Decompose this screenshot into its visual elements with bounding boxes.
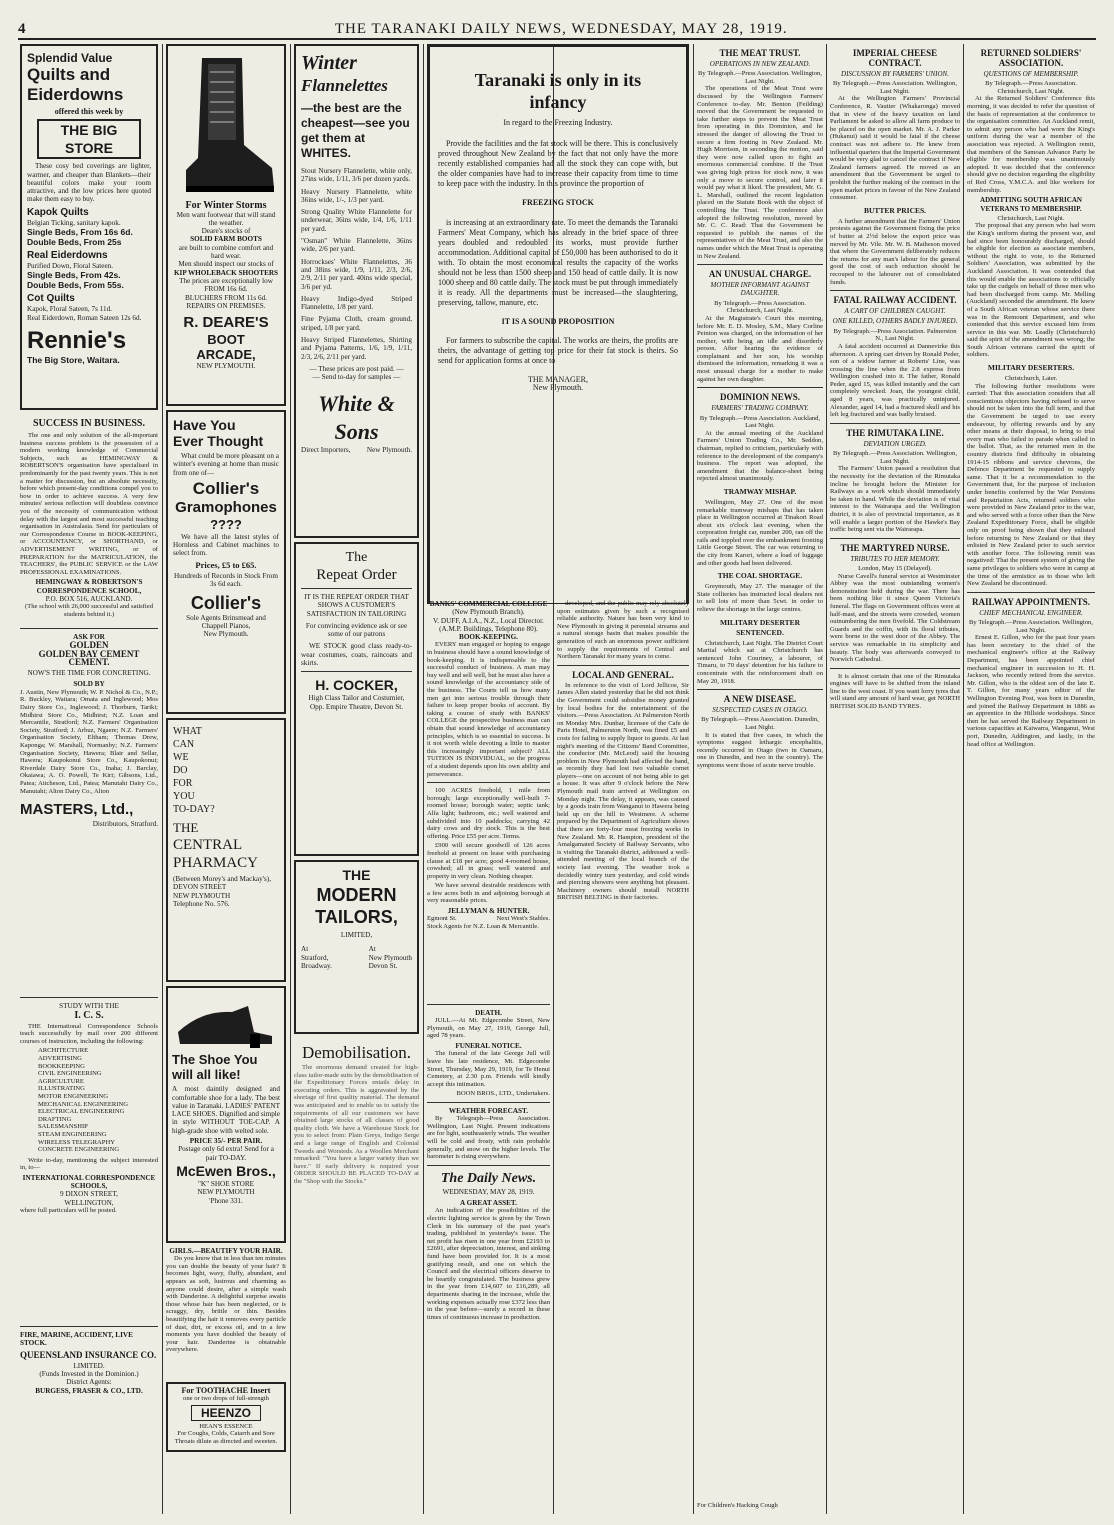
ad-heading: Repeat Order [316,567,397,583]
section-heading: THE MARTYRED NURSE. [840,542,950,553]
dateline: By Telegraph.—Press Association. Wellington, Last Night. [832,450,958,465]
course-item: WIRELESS TELEGRAPHY [38,1138,115,1146]
ad-subheading: BOOK-KEEPING. [459,633,518,642]
toothache-ad [166,1382,286,1452]
ad-text: The Big Store, Waitara. [27,354,120,365]
product-item: Heavy Nursery Flannelette, white 36ins wide, 1/-, 1/3 per yard. [301,187,412,204]
page-number: 4 [18,21,27,37]
section-heading: FATAL RAILWAY ACCIDENT. [833,295,957,306]
hair-ad [166,1247,286,1382]
newspaper-nameplate: The Daily News. [440,1170,537,1186]
section-heading: DEATH. [475,1009,502,1017]
product-item: Strong Quality White Flannelette for underwear, 36ins wide, 1/4, 1/6, 1/11 per yard. [301,208,412,233]
ad-text: For convincing evidence ask or see some of our patrons [305,621,408,639]
article-body: The operations of the Meat Trust were discussed by the Wellington Farmers' Conference to-day. Mr. Benton (Feilding) moved that the Government be requested to take further steps to prevent the Meat Trust from operating in this Dominion, and he stressed the danger of allowing the Trust to secure a firm footing in New Zealand. Mr. Hugh Morrison, in seconding the motion, said they were now called upon to fight an enormous commercial combine. If the Trust was giving high prices for stock now, it was only a move to secure control, and later it would pay what it liked. The president, Mr. G. L. Marshall, outlined the recent legislation placed on the Statute Book with the object of controlling the Trust. The conference also adopted the following resolution, moved by Mr. C. C. Read: That the Government be requested to publish the names of the representatives of the Meat Trust, and also the names under which the Meat Trust is operating in New Zealand. [697,85,823,260]
ad-heading: CAN [173,739,195,750]
editorial-body: An indication of the possibilities of the electric lighting service is given by the Town Clerk in his summary of the past year's trading, published in yesterday's issue. The net profit has risen in one year from £2193 to £2691, after depreciation, interest, and sinking fund have been provided for. It is a most gratifying result, and one on which the Council and the electrical officers deserve to be heartily congratulated. The business grew in the year from £14,607 to £16,289, all departments sharing in the increase, while the working expenses actually rose £372 less than in the year before—surely a record in these times of continuous increase in production. [427,1207,550,1321]
ad-text: For Children's Hacking Cough [697,1502,778,1510]
course-item: SALESMANSHIP [38,1123,88,1131]
section-heading: TRAMWAY MISHAP. [723,486,797,496]
course-item: CONCRETE ENGINEERING [38,1146,120,1154]
sub-heading: QUESTIONS OF MEMBERSHIP. [983,70,1079,78]
collier-ad [166,410,286,714]
firm-address: NEW PLYMOUTH [197,1188,255,1197]
sub-heading: TRIBUTES TO HER MEMORY. [850,554,940,563]
funeral-notice: The funeral of the late George Jull will leave his late residence, Mt. Edgecombe Street, Thursday, May 29, 1919, for Te Henui Cemetery, at 2.30 p.m. Friends will kindly accept this intimation. [427,1050,550,1088]
firm-name: INTERNATIONAL CORRESPONDENCE SCHOOLS, [22,1173,156,1191]
ad-heading: GOLDEN [69,640,109,651]
firm-name: CENTRAL [173,837,243,853]
land-listing: We have several desirable residences with a few acres both in and adjoining borough at very reasonable prices. [427,882,550,905]
ad-heading: MODERN [316,885,397,905]
product-price: Single Beds, From 16s 6d. [27,227,133,238]
firm-name: HEMINGWAY & ROBERTSON'S CORRESPONDENCE SCHOOL, [35,578,143,595]
firm-address: NEW PLYMOUTH. [196,362,256,371]
ad-heading: GOLDEN BAY CEMENT [38,648,140,659]
undertaker: BOON BROS., LTD., Undertakers. [456,1090,550,1098]
ad-heading: Eiderdowns [27,85,124,104]
ad-body: These cosy bed coverings are lighter, warmer, and cheaper than Blankets—their beautiful colors make your room attractive, and the low prices here quoted make them easy to buy. [27,162,151,204]
sub-heading: DEVIATION URGED. [863,439,927,448]
firm-address: Stratford, [301,953,329,962]
agents-list: J. Austin, New Plymouth; W. P. Nichol & Co., N.P.; R. Buckley, Waitara; Omata and Inglewood; Mos Dairy Store Co., Inglewood; J. Thorburn, Tariki; Midhirst Store Co., Midhirst; N.Z. Loan and Mercantile, Stratford; N.Z. Farmers' Organisation Society, Stratford; J. Arbuz, Ngaere; N.Z. Farmers' Organisation Society, Eltham; Thomas Drew, Kaponga; W. Marshall, Normanby; N.Z. Farmers' Organisation Society, Hawera; Blair and Sellar, Hawera; Kaupokonui Store Co., Kaupokonui; Riverdale Dairy Store Co., Inaha; J. Barclay, Okaiawa; A. O. Powell, Te Kiri; Gibsons, Ltd., Patea; Aitcheson, Ltd., Patea; Manutahi Dairy Co., Manutahi; Alton Dairy Co., Alton [20,688,158,795]
column-rule [290,44,291,1514]
firm-address: Next West's Stables. [496,915,550,923]
ad-heading: TAILORS, [315,907,398,927]
firm-phone: 'Phone 331. [209,1196,243,1205]
taranaki-meat-ad [427,44,689,604]
ad-text: NOW'S THE TIME FOR CONCRETING. [27,669,151,678]
rennie-logo: Rennie's [27,326,127,354]
ad-heading: FOR [173,778,193,789]
editorial-continued: developed, and the public may rely absolutely upon estimates given by such a recognised reliable authority. Nature has been very kind to New Plymouth in giving it perennial streams and a natural storage basin that makes possible the generation of such an enormous power sufficient to supply the requirements of Central and Northern Taranaki for many years to come. [557,600,689,661]
sub-heading: A CART OF CHILDREN CAUGHT. [844,307,946,316]
ad-text: Write to-day, mentioning the subject interested in, to— [20,1156,158,1172]
ad-text: (A.M.P. Buildings, Telephone 80). [439,624,538,633]
column-2 [166,44,286,1514]
ad-text: Distributors, Stratford. [92,820,158,829]
ad-heading: Ever Thought [173,433,264,449]
product-desc: Real Eiderdown, Roman Sateen 12s 6d. [27,313,142,322]
ad-heading: DO [173,765,188,776]
ad-text: where full particulars will be posted. [20,1207,117,1215]
taranaki-advert-column [427,44,689,604]
column-4b [557,600,689,1514]
column-7 [967,44,1095,1514]
course-list [38,1047,158,1153]
ad-text: District Agents: [66,1378,112,1387]
ad-heading: The [345,550,368,565]
ad-heading: Winter [301,52,357,74]
big-store-logo: THE BIG STORE [37,119,141,159]
dateline: By Telegraph.—Press Association. Wellington, Last Night. [832,80,958,95]
firm-name: ARCADE, [196,347,256,363]
ad-heading: SUCCESS IN BUSINESS. [33,418,145,429]
sub-heading: CHIEF MECHANICAL ENGINEER. [979,608,1083,617]
section-heading: THE COAL SHORTAGE. [717,571,803,581]
whites-ad [294,44,419,538]
firm-address: Broadway. [301,961,332,970]
ad-text: ASK FOR [73,633,105,641]
dateline: By Telegraph.—Press Association. Palmerston N., Last Night. [833,327,957,343]
firm-name: H. COCKER, [315,677,398,694]
ad-heading: will all like! [172,1067,241,1083]
firm-name: JELLYMAN & HUNTER. [447,907,530,916]
article-body: A further amendment that the Farmers' Union protests against the Government fixing the price of butter at 2½d below the export price was moved by Mr. Vile. Mr. W. B. Matheson moved that where the Government deliberately reduces the returns for any man's labour for the general good the cost of such reduction should be recouped to the labourer out of consolidated funds. [830,217,960,286]
section-heading: MILITARY DESERTERS. [987,363,1075,373]
land-listing: £900 will secure goodwill of 126 acres freehold at present on lease with purchasing clause at £18 per acre; good 4-roomed house, cowshed; all in grass; well watered and property in very clean. Nothing cheaper. [427,842,550,880]
section-heading: DOMINION NEWS. [719,392,800,403]
ad-text: The prices are exceptionally low FROM 16s 6d. [179,276,273,294]
land-listing: 100 ACRES freehold, 1 mile from borough; large exceptionally well-built 7-roomed house; borough water; septic tank; Alfa light; bathroom, etc.; well watered and subdivided into 10 paddocks; carrying 42 dairy cows and dry stock. This is the best offering. Price £55 per acre. Terms. [427,787,550,840]
signature: New Plymouth. [532,383,584,393]
firm-phone: Telephone No. 576. [173,899,230,908]
column-rule [423,44,424,1514]
sub-heading: DISCUSSION BY FARMERS' UNION. [841,70,949,78]
section-heading: LOCAL AND GENERAL. [572,669,674,680]
ad-heading: infancy [529,92,587,112]
ad-text: SOLD BY [73,680,105,689]
ad-heading: For Winter Storms [185,200,267,212]
firm-address: New Plymouth. [203,630,249,639]
ad-body: IT IS THE REPEAT ORDER THAT SHOWS A CUSTOMER'S SATISFACTION IN TAILORING [304,593,409,618]
section-heading: THE RIMUTAKA LINE. [846,427,944,438]
article-body: The Farmers' Union passed a resolution that the necessity for the deviation of the Rimutaka incline be brought before the Minister for Railways as a work which should immediately be taken in hand. While the deviation is of vital interest to the Wairarapa and the Wellington district, it is also of provincial importance, as it will enable a larger portion of the Hawke's Bay traffic being sent via the Wairarapa. [830,465,960,534]
article-body: Christchurch, Last Night. The District Court Martial which sat at Christchurch has sentenced John Courtney, a labourer, of Timaru, to 70 days' detention for his failure to concentrate with the reinforcement draft on May 20, 1918. [697,639,823,685]
product-list [301,167,412,361]
ad-text: FIRE, MARINE, ACCIDENT, LIVE STOCK. [20,1331,133,1348]
product-item: Heavy Striped Flannelettes, Shirting and Pyjama Patterns, 1/6, 1/9, 1/11, 2/3, 2/6, 2/11 per yard. [301,336,412,361]
course-item: MOTOR ENGINEERING [38,1092,109,1100]
firm-name: PHARMACY [173,855,259,871]
ad-body: Do you know that in less than ten minutes you can double the beauty of your hair? It becomes light, wavy, fluffy, abundant, and appears as soft, lustrous and charming as anyone could desire, after a simple wash with Danderine. A delightful surprise awaits those whose hair has been neglected, or is scraggy, dry, brittle or thin. Besides beautifying the hair it removes every particle of dust, dirt, or excess oil, and in a few moments you have doubled the beauty of your hair. Danderine is obtainable everywhere. [166,1255,286,1354]
sub-heading: SUSPECTED CASES IN OTAGO. [712,706,808,715]
article-body: Ernest E. Gillon, who for the past four years has been secretary to the chief of the mechanical engineer's office at the Railway Department, has been appointed chief mechanical engineer in succession to H. H. Jackson, who recently retired from the service. Mr. Gillon, who is the oldest son of the late E. T. Gillon, for many years editor of the Wellington Evening Post, was born in Dunedin, and joined the Railway Department in 1886 as an apprentice in the Hillside workshops. Since then he has served the Railway Department in various capacities at Kaiwarra, Wanganui, West port, Dunedin, Addington, and lastly, in the head office at Wellington. [967,634,1095,748]
ad-heading: Splendid Value [27,51,113,65]
column-3 [294,44,419,1514]
product-item: "Osman" White Flannelette, 36ins wide, 2/6 per yard. [301,237,412,254]
ad-text: BURGESS, FRASER & CO., LTD. [35,1386,143,1395]
ad-text: SOLID FARM BOOTS [190,235,262,244]
ad-body: We have all the latest styles of Hornless and Cabinet machines to select from. [173,532,279,558]
section-heading: ASSOCIATION. [998,58,1064,68]
ad-body: The enormous demand created for high-class tailor-made suits by the demobilisation of the Expeditionary Forces entails delay in executing orders. This is aggravated by the shortage of first quality material. The demand was anticipated and to enable us to satisfy the requirements of all our customers we have obtained large stocks of all classes of good quality cloth. We have a Warehouse Stock for you to select from: Plain Greys, Indigo Serge and a large range of English and Colonial Tweeds and Worsteds. As a Woollen Merchant remarked: "You have a larger variety than we have." If early delivery is required your ORDER SHOULD BE PLACED TO-DAY at the "Shop with the Stocks." [294,1064,419,1185]
ad-heading: QUEENSLAND INSURANCE CO. [20,1349,157,1360]
ad-text: KIP WHOLEBACK SHOOTERS [173,268,279,277]
course-item: BOOKKEEPING [38,1062,85,1070]
ad-text: High Class Tailor and Costumier, [308,694,405,703]
dateline: By Telegraph.—Press Association. Christchurch, Last Night. [985,80,1077,95]
firm-address: Devon St. [368,961,398,970]
ad-text: (Funds Invested in the Dominion.) [39,1370,139,1379]
ad-text: Men want footwear that will stand the weather. [176,210,276,227]
ad-text: Postage only 6d extra! Send for a pair TO-DAY. [178,1145,274,1162]
course-item: ADVERTISING [38,1054,82,1062]
ad-heading: CEMENT. [68,656,110,667]
ad-body: What could be more pleasant on a winter's evening at home than music from one of— [173,452,279,477]
product-desc: Kapok, Floral Sateen, 7s 11d. [27,305,112,314]
ad-text: (Between Morey's and Mackay's), [173,875,271,883]
ad-heading: TO-DAY? [173,804,215,815]
course-item: CIVIL ENGINEERING [38,1070,102,1078]
course-item: ILLUSTRATING [38,1085,85,1093]
course-item: ELECTRICAL ENGINEERING [38,1108,125,1116]
ad-text: HEAN'S ESSENCE [199,1422,253,1430]
section-heading: AN UNUSUAL CHARGE. [708,269,812,280]
ad-text: (New Plymouth Branch). [452,608,525,617]
ad-text: REPAIRS ON PREMISES. [186,301,266,310]
big-store-ad [20,44,158,410]
ad-text: At [368,945,376,954]
ad-body: For farmers to subscribe the capital. The works are theirs, the profits are theirs, the advantage of getting top price for their fat stock is theirs. So send for application forms at once to [438,335,678,365]
ad-text: cheapest—see you [301,116,410,130]
article-body: It is almost certain that one of the Rimutaka engines will have to be shifted from the inland line to the west coast. If you want lorry tyres that will stand any amount of hard wear, get NORTH BRITISH SOLID BAND TYRES. [830,672,960,711]
course-item: DRAFTING [38,1115,72,1123]
firm-address: DEVON STREET [173,883,227,892]
firm-name: THE [173,820,199,835]
firm-name: BOOT [207,332,245,348]
boot-illustration [172,50,280,200]
article-body: At the annual meeting of the Auckland Farmers' Union Trading Co., Mr. Seddon, chairman, replied to criticism, particularly with reference to the development of the company's business. The report was adopted, the amendment that the balance-sheet being rejected almost unanimously. [697,429,823,483]
firm-address: P.O. BOX 516, AUCKLAND. [45,594,133,603]
ad-text: offered this week by [54,107,124,116]
ad-text: LIMITED. [73,1361,105,1370]
dateline: Christchurch, Later. [1004,375,1058,383]
masthead-title: THE TARANAKI DAILY NEWS, WEDNESDAY, MAY 28, 1919. [334,21,788,37]
column-rule [963,44,964,1514]
product-price: Double Beds, From 25s [27,237,122,248]
weather-forecast: By Telegraph—Press Association. Wellington, Last Night. Present indications are for light, southeasterly winds. The weather will be cold and frosty, with rain probable generally, and snow on the higher levels. The barometer is rising everywhere. [427,1115,550,1161]
mcewen-ad [166,986,286,1243]
masters-logo: MASTERS, Ltd., [20,801,134,819]
article-body: The proposal that any person who had worn the King's uniform during the present war, and had since been honourably discharged, should be eligible for election as associate members, without the right to vote, to the Returned Soldiers' Association, was submitted by the Auckland Association. It was contended that this would enable the associations to officially take up the cudgels on behalf of those men who had been discharged from camp. Mr. Melling (Auckland) seconded the amendment. He knew of a South African veteran whose service there was in the Remount Department, and who contended that this service excused him from service in this war. Mr. Leadly (Christchurch) said the spirit of the amendment was wrong; the South African veterans carried the spirit of soldiers. [967,222,1095,359]
ad-heading: WE [173,752,189,763]
demobilisation-ad [294,1038,419,1514]
sub-heading: MOTHER INFORMANT AGAINST DAUGHTER. [710,281,810,298]
ad-heading: Collier's [192,478,260,498]
column-1 [20,44,158,1514]
firm-address: "K" SHOE STORE [197,1179,255,1188]
article-body: It is stated that five cases, in which the symptoms suggest lethargic encephalitis, recently occurred in Otago (two in Oamaru, one in Dunedin, and two in the country). The symptoms were those of acute nerve trouble. [697,731,823,770]
ad-text: Sole Agents Brinsmead and Chappell Pianos, [186,613,266,630]
column-rule [693,44,694,1514]
signature: THE MANAGER, [528,374,588,384]
ics-ad [20,1002,158,1322]
ad-heading: Taranaki is only in its [474,70,642,90]
dateline: London, May 15 (Delayed). [858,564,932,572]
ad-heading: Demobilisation. [301,1043,412,1062]
ad-text: Stock Agents for N.Z. Loan & Mercantile. [427,922,539,930]
course-item: ARCHITECTURE [38,1047,89,1055]
product-item: Stout Nursery Flannelette, white only, 27ins wide, 1/11, 3/6 per dozen yards. [301,167,412,184]
ad-heading: Have You [173,417,236,433]
ad-text: Hundreds of Records in Stock From 3s 6d each. [173,572,278,589]
section-heading: IMPERIAL CHEESE CONTRACT. [852,48,938,68]
course-item: AGRICULTURE [38,1077,84,1085]
whites-logo: White & Sons [318,390,395,444]
ad-body: WE STOCK good class ready-to-wear costumes, coats, raincoats and skirts. [301,642,412,668]
course-item: MECHANICAL ENGINEERING [38,1100,129,1108]
ad-text: STUDY WITH THE [59,1002,119,1010]
cement-ad [20,633,158,993]
ad-text: In regard to the Freezing Industry. [503,118,613,127]
sub-heading: ONE KILLED, OTHERS BADLY INJURED. [832,317,958,326]
column-4a-lower [427,1000,550,1514]
column-6 [830,44,960,1514]
section-heading: WEATHER FORECAST. [448,1106,529,1115]
ad-subheading: IT IS A SOUND PROPOSITION [501,316,615,326]
success-ad [20,414,158,624]
article-body: In reference to the visit of Lord Jellicoe, Sir James Allen stated yesterday that he did not think the Government could subsidise money granted by local bodies for the entertainment of the visitors.—Press Association. At Palmerston North on Monday Mrs. Dunbar, licensee of the Cafe de Paris Hotel, Palmerston North, was fined £5 and costs for failing to supply liquor to guests. At last night's meeting of the Citizens' Band Committee, the conductor (Mr. McLeod) said the housing problem in New Plymouth had affected the band, as recently they had lost two valuable cornet players—one on account of not being able to get a house. It was after 9 o'clock before the New Plymouth mail train arrived at Wellington on Monday night. The delay, it appears, was caused by a goods train from Wanganui to Hawera being held up on the hill to Westmere. A scheme prepared by the Department of Agriculture shows that there are forty-four meat freezing works in New Zealand. Mr. R. Hampton, president of the Amalgamated Society of Railway Servants, who is visiting the Taranaki district, addressed a well-attended meeting of the local branch of the society last evening. The weather took a decidedly wintry turn yesterday, and cold winds and piercing showers were anything but pleasant. Machinery owners should install NORTH BRITISH BELTING in their factories. [557,681,689,902]
ad-heading: Gramophones [175,498,277,516]
section-heading: RAILWAY APPOINTMENTS. [971,596,1091,607]
ad-body: is increasing at an extraordinary rate. To meet the demands the Taranaki Farmers' Meat Company, which has already in the brief space of three years doubled and redoubled its works, must provide further accommodation. Additional capital of £50,000 has been authorised to do it with. To obtain the most economical results the capacity of the works should not be less than 1500 sheep and 150 head of cattle daily. It is now 1000 sheep and 80 cattle daily. The stock must be put through immediately it is ready. All the departments must be increased—the slaughtering, preserving, tallow, manure, etc. [438,217,678,307]
dateline: By Telegraph.—Press Association. Wellington, Last Night. [697,70,823,85]
ad-heading: GIRLS.—BEAUTIFY YOUR HAIR. [169,1247,283,1255]
product-item: Horrockses' White Flannelettes, 36 and 38ins wide, 1/9, 1/11, 2/3, 2/6, 2/9, 2/11 per yard. 40ins wide special, 3/6 per yd. [301,257,412,291]
firm-address: WELLINGTON, [64,1198,114,1207]
pharmacy-ad [166,718,286,982]
ad-text: Direct Importers, [301,445,351,454]
ad-heading: ???? [210,516,242,532]
firm-address: NEW PLYMOUTH [173,891,231,900]
sub-heading: ADMITTING SOUTH AFRICAN VETERANS TO MEMBERSHIP. [980,196,1082,213]
section-heading: MILITARY DESERTER SENTENCED. [719,617,801,637]
product-name: Kapok Quilts [27,206,89,218]
ad-text: get them at WHITES. [301,131,366,160]
product-name: Real Eiderdowns [27,250,108,262]
section-heading: RETURNED SOLDIERS' [980,48,1082,58]
section-heading: A NEW DISEASE. [723,694,797,705]
deare-ad [166,44,286,406]
article-body: At the Returned Soldiers' Conference this morning, it was decided to refer the question of the basis of representation at the conference to the organisation committee. An Auckland remit, to admit any person who had worn the King's uniform during the war a member of the association was rejected. A Wellington remit, that members of the Samoan Advance Party be eligible for membership was unanimously adopted. It was decided that the conference should give no decision regarding the eligibility of Red Cross, Y.M.C.A. and like workers for membership. [967,95,1095,194]
product-desc: Purified Down, Floral Sateen. [27,262,114,271]
product-name: Cot Quilts [27,293,75,305]
dateline: By Telegraph.—Press Association. Auckland, Last Night. [699,414,821,430]
modern-tailors-ad [294,860,419,1034]
ad-text: Men should inspect our stocks of [178,260,274,269]
article-body: The following further resolutions were carried: That this association considers that all conscientious objectors having refused to serve should not be taken into the full term, and that the Government be urged to use every endeavour, by offering rewards and by any other means at their disposal, to bring to trial every man who failed to parade when called in the ballot. That, as the returned men in the country districts find difficulty in obtaining 1914-15 ribbons and service chevrons, the Defence Department be requested to supply same. That it be a recommendation to the Government that, for the purpose of inclusion under benefits conferred by the War Pensions and Repatriation Acts, returned soldiers who were provided in New Zealand prior to the war, and who served with a force other than the New Zealand Expeditionary Force, shall be eligible only on proof being shown that they enlisted before returning to New Zealand or that they enlisted in New Zealand prior to such service with another force. The following remit was negatived: That the present system of giving the same privileges to soldiers who were in camp at the time of the armistice as to those who left New Zealand be discontinued. [967,382,1095,588]
ad-heading: YOU [173,791,195,802]
product-price: Double Beds, From 55s. [27,280,124,291]
masthead [18,14,1096,40]
insurance-ad [20,1331,158,1481]
firm-address: New Plymouth [368,953,412,962]
ad-text: —the best are the [301,101,402,115]
article-body: At the Wellington Farmers' Provincial Conference, R. Vautier (Whakaronga) moved that in view of the heavy taxation on land Parliament be asked to allow all farm produce to be placed on the open market. Mr. A. J. Parker (Hukanui) said it would be fatal if the cheese contract was not adhere to. He knew from influential quarters that the Imperial Government would be very glad to cancel the contract if New Zealand farmers agreed. He moved as an amendment that the Government be urged to prohibit the further making of the contract in the open market prices in favour of the New Zealand consumer. [830,95,960,202]
shoe-illustration [172,992,280,1050]
firm-address: Egmont St. [427,915,457,923]
ad-heading: I. C. S. [74,1010,104,1022]
sub-heading: OPERATIONS IN NEW ZEALAND. [709,60,811,68]
article-body: Greymouth, May 27. The manager of the State collieries has instructed local dealers not to sell lots of more than 5cwt. in order to relieve the shortage in the large centres. [697,583,823,614]
section-heading: FUNERAL NOTICE. [455,1042,522,1051]
ad-subheading: FREEZING STOCK [522,198,594,208]
ad-text: BLUCHERS FROM 11s 6d. [184,293,267,302]
section-heading: THE MEAT TRUST. [719,48,801,58]
dateline: Christchurch, Last Night. [997,214,1065,222]
ad-text: Deare's stocks of [201,227,251,236]
firm-address: 9 DIXON STREET, [60,1190,118,1199]
issue-date: WEDNESDAY, MAY 28, 1919. [442,1187,535,1196]
ad-text: New Plymouth. [366,445,412,454]
ad-text: LIMITED, [340,931,373,939]
ad-heading: For TOOTHACHE Insert [181,1386,271,1395]
column-5 [697,44,823,1514]
ad-heading: THE [342,867,371,883]
ad-text: are built to combine comfort and hard wear. [178,243,274,261]
course-item: STEAM ENGINEERING [38,1130,107,1138]
ad-heading: The Shoe You [172,1052,258,1068]
column-rule [162,44,163,1514]
ad-heading: Flannelettes [301,76,388,95]
price: PRICE 35/- PER PAIR. [189,1137,263,1146]
firm-name: Collier's [190,592,262,613]
ad-body: Provide the facilities and the fat stock will be there. This is conclusively proved throughout New Zealand by the fact that not only have the more recently established companies had all the stock they can cope with, but the older companies have had to increase their capacity from time to time to keep pace with the industry. In this province the proportion of [438,139,678,189]
heenzo-logo: HEENZO [191,1405,261,1421]
article-body: At the Magistrate's Court this morning, before Mr. E. D. Mosley, S.M., Mary Corline Peinton was charged, on the information of her mother, with being an idle and disorderly person. After hearing the evidence of complainant and her son, his worship dismissed the information, remarking it was a most unusual charge for a mother to make against her own daughter. [697,314,823,383]
sub-heading: FARMERS' TRADING COMPANY. [711,404,809,413]
ad-body: The one and only solution of the all-important business success problem is the possession of a modern working knowledge of Commercial Subjects, such as HEMINGWAY & ROBERTSON'S organisation have specialised in predominantly for the past twenty years. This is not a matter for discussion, but an absolute necessity, before which present-day conditions compel you to bow in order to achieve success. A very few minutes' serious reflection will doubtless convince you of the necessity of communication without delay with the largest and most successful teaching organisation in Australasia. Send for particulars of our Correspondence Course in BOOK-KEEPING, or ACCOUNTANCY, or SHORTHAND, or ADVERTISEMENT WRITING, or of PREPARATION for the MATRICULATION, the TEACHERS', the PUBLIC SERVICE or the LAW PROFESSIONAL EXAMINATIONS. [20,432,158,576]
article-body: A fatal accident occurred at Dannevirke this afternoon. A spring cart driven by Ronald Peder, son of a widow farmer at Roberts' Line, was crossing the line when the 2.8 express from Wellington crashed into it. The father, Ronald Peder, aged 15, was killed instantly and the cart completely wrecked. Joan, the youngest child, aged 8 years, was practically uninjured. Alexander, aged 14, had a fractured skull and his left leg fractured and was badly bruised. [830,342,960,419]
firm-address: Opp. Empire Theatre, Devon St. [309,702,404,711]
firm-name: R. DEARE'S [183,314,269,332]
ad-text: V. DUFF, A.I.A., N.Z., Local Director. [433,616,544,625]
cocker-ad [294,542,419,856]
ad-text: At [301,945,309,954]
editorial-heading: A GREAT ASSET. [460,1199,517,1208]
product-price: Single Beds, From 42s. [27,270,121,281]
product-item: Heavy Indigo-dyed Striped Flannelette, 1/8 per yard. [301,294,412,312]
dateline: By Telegraph.—Press Association. Dunedin, Last Night. [701,716,819,732]
product-item: Fine Pyjama Cloth, cream ground, striped, 1/8 per yard. [301,315,412,332]
price-range: Prices, £5 to £65. [195,559,257,570]
ad-text: one or two drops of full-strength [183,1395,269,1403]
ad-heading: WHAT [173,726,202,737]
dateline: By Telegraph.—Press Association. Christchurch, Last Night. [714,299,806,315]
section-heading: BUTTER PRICES. [863,205,927,215]
ad-body: THE International Correspondence Schools teach successfully by mail over 200 different courses of instruction, including the following: [20,1022,158,1045]
ad-text: — Send to-day for samples — [312,373,401,382]
death-notice: JULL.—At Mt. Edgecombe Street, New Plymouth, on May 27, 1919, George Jull, aged 78 years. [427,1017,550,1040]
firm-name: McEwen Bros., [176,1162,276,1179]
product-desc: Belgian Ticking, sanitary kapok. [27,218,121,227]
dateline: By Telegraph.—Press Association. Wellington, Last Night. [968,619,1094,634]
article-body: Wellington, May 27. One of the most remarkable tramway mishaps that has taken place in Wellington occurred at Tinakori Road about six o'clock last evening, when the corporation freight car, number 200, ran off the rails and toppled over the embankment fronting Little George Street. The car was returning to the city from Karori, where a load of luggage and other goods had been delivered. [697,498,823,567]
ad-body: A most daintily designed and comfortable shoe for a lady. The best value in Taranaki. LADIES' PATENT LACE SHOES. Dignified and simple in style WITHOUT TOE-CAP. A high-grade shoe with welted sole. [172,1085,280,1135]
ad-text: (The school with 26,000 successful and satisfied students behind it.) [24,603,153,618]
ad-text: — These prices are post paid. — [309,364,404,373]
firm-name: BANKS' COMMERCIAL COLLEGE [429,600,548,608]
ad-body: EVERY man engaged or hoping to engage in business should have a sound knowledge of book-keeping. It is indispensable to the successful conduct of business. A man may buy well and sell well, but he must also have a sound knowledge of the accountancy side of the business. The Courts tell us how many men get into serious trouble through their failure to keep proper books of account. By taking a course of study with BANKS' COLLEGE the prospective business man can obtain that sound knowledge of accountancy principles, which is so essential to success. Is it not worth while devoting a little to master this increasingly important subject? ALL TUITION IS INDIVIDUAL, so the progress of a student depends upon his own ability and perseverance. [427,641,550,778]
ad-heading: Quilts and [27,65,111,84]
article-body: Nurse Cavell's funeral service at Westminster Abbey was the most outstanding women's demonstration held during the war. There has been nothing like it since Queen Victoria's funeral. The flags on Government offices were at half-mast, and the streets were crowded, women outnumbering the men fivefold. The Coldstream Guards and the coffin, with its floral tributes, were borne to the west door of the Abbey. The service was remarkable in its simplicity and beauty. The body was afterwards conveyed to Norwich Cathedral. [830,572,960,664]
ad-body: For Coughs, Colds, Catarrh and Sore Throats dilute as directed and sweeten. [174,1430,278,1446]
column-rule [826,44,827,1514]
